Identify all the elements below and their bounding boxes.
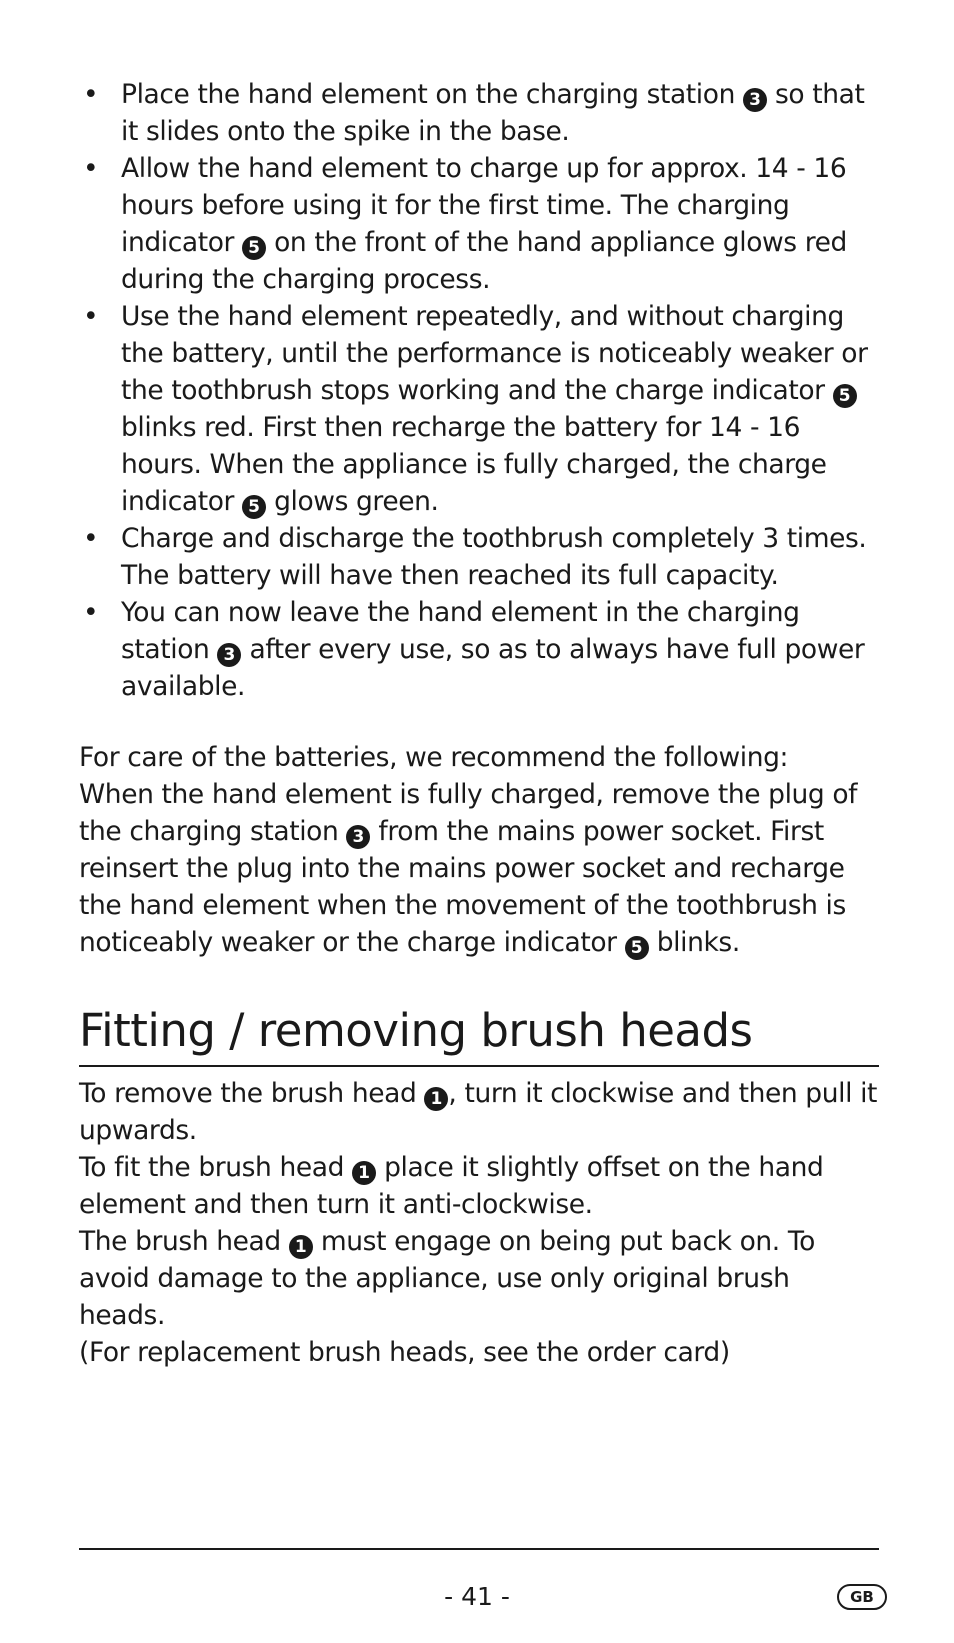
text-run: Charge and discharge the toothbrush completely 3 times. The battery will have then reached its full capacity.	[121, 523, 867, 591]
paragraph-line	[79, 1334, 879, 1371]
text-run: The brush head	[79, 1226, 289, 1257]
text-run: Use the hand element repeatedly, and without charging the battery, until the performance is noticeably weaker or the toothbrush stops working and the charge indicator	[121, 301, 868, 406]
reference-number-icon: 1	[289, 1235, 313, 1259]
section-body	[79, 1075, 879, 1371]
text-run: from the mains power socket. First reinsert the plug into the mains power socket and recharge the hand element when the movement of the toothbrush is noticeably weaker or the charge indicator	[79, 816, 846, 958]
instruction-item	[79, 520, 879, 594]
instruction-item	[79, 76, 879, 150]
battery-care-paragraph	[79, 739, 879, 961]
reference-number-icon: 5	[833, 384, 857, 408]
paragraph-line	[79, 1075, 879, 1149]
text-run: (For replacement brush heads, see the order card)	[79, 1337, 730, 1368]
text-run: place it slightly offset on the hand element and then turn it anti-clockwise.	[79, 1152, 824, 1220]
reference-number-icon: 5	[625, 936, 649, 960]
reference-number-icon: 1	[352, 1161, 376, 1185]
paragraph-line	[79, 739, 879, 776]
instruction-item	[79, 298, 879, 520]
text-run: To fit the brush head	[79, 1152, 353, 1183]
bullet-icon: •	[83, 597, 99, 628]
text-run: blinks.	[648, 927, 740, 958]
bullet-icon: •	[83, 153, 99, 184]
bullet-icon: •	[83, 301, 99, 332]
paragraph-line	[79, 1223, 879, 1334]
page-content	[79, 76, 879, 1371]
page-number: - 41 -	[444, 1582, 510, 1611]
reference-number-icon: 3	[217, 643, 241, 667]
text-run: glows green.	[266, 486, 439, 517]
reference-number-icon: 3	[346, 825, 370, 849]
country-badge: GB	[837, 1584, 887, 1610]
text-run: so that it slides onto the spike in the base.	[121, 79, 865, 147]
reference-number-icon: 5	[242, 236, 266, 260]
text-run: , turn it clockwise and then pull it upwards.	[79, 1078, 878, 1146]
text-run: Allow the hand element to charge up for approx. 14 - 16 hours before using it for the first time. The charging indicator	[121, 153, 847, 258]
text-run: after every use, so as to always have full power available.	[121, 634, 865, 702]
instruction-list	[79, 76, 879, 705]
paragraph-line	[79, 776, 879, 961]
text-run: Place the hand element on the charging station	[121, 79, 743, 110]
text-run: To remove the brush head	[79, 1078, 425, 1109]
reference-number-icon: 5	[242, 495, 266, 519]
instruction-item	[79, 150, 879, 298]
text-run: When the hand element is fully charged, remove the plug of the charging station	[79, 779, 858, 847]
text-run: must engage on being put back on. To avoid damage to the appliance, use only original brush heads.	[79, 1226, 815, 1331]
paragraph-line	[79, 1149, 879, 1223]
bullet-icon: •	[83, 79, 99, 110]
text-run: on the front of the hand appliance glows red during the charging process.	[121, 227, 847, 295]
reference-number-icon: 3	[743, 88, 767, 112]
text-run: You can now leave the hand element in the charging station	[121, 597, 800, 665]
section-title: Fitting / removing brush heads	[79, 1001, 879, 1067]
footer-rule	[79, 1548, 879, 1550]
text-run: For care of the batteries, we recommend the following:	[79, 742, 789, 773]
reference-number-icon: 1	[424, 1087, 448, 1111]
bullet-icon: •	[83, 523, 99, 554]
text-run: blinks red. First then recharge the battery for 14 - 16 hours. When the appliance is fully charged, the charge indicator	[121, 412, 827, 517]
instruction-item	[79, 594, 879, 705]
